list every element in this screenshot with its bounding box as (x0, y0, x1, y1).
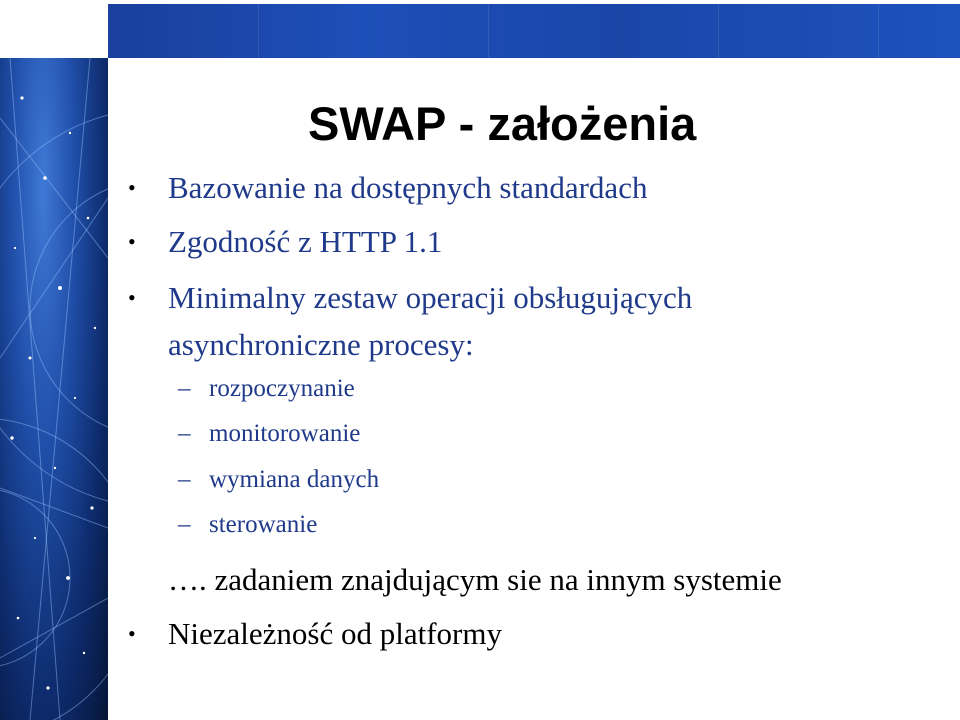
band-divider (488, 4, 489, 58)
dash-mark: – (178, 375, 191, 402)
star-map-decoration (0, 58, 108, 720)
star-chart-graphic (0, 58, 108, 720)
bullet-text: asynchroniczne procesy: (168, 327, 474, 362)
band-divider (718, 4, 719, 58)
dash-mark: – (178, 511, 191, 538)
bullet-item (128, 616, 502, 652)
bullet-dot: • (128, 174, 136, 200)
bullet-dot: • (128, 228, 136, 254)
sub-item (178, 511, 317, 539)
dash-mark: – (178, 420, 191, 447)
sub-item-text: monitorowanie (209, 420, 361, 447)
bullet-item (128, 224, 442, 260)
band-divider (878, 4, 879, 58)
band-divider (258, 4, 259, 58)
bullet-text: Minimalny zestaw operacji obsługujących (168, 280, 693, 315)
bullet-text: Zgodność z HTTP 1.1 (168, 224, 443, 259)
sub-item-text: sterowanie (209, 511, 318, 538)
slide-title: SWAP - założenia (308, 97, 697, 150)
bullet-item (128, 280, 692, 316)
top-blue-band (108, 4, 960, 58)
sub-item-text: wymiana danych (209, 466, 380, 493)
bullet-dot: • (128, 620, 136, 646)
sub-item-text: rozpoczynanie (209, 375, 355, 402)
sub-item (178, 466, 379, 494)
bullet-dot: • (128, 284, 136, 310)
continuation-line: …. zadaniem znajdującym sie na innym systemie (168, 562, 782, 597)
sub-item (178, 420, 360, 448)
bullet-continuation (168, 327, 474, 363)
bullet-text: Bazowanie na dostępnych standardach (168, 170, 648, 205)
dash-mark: – (178, 466, 191, 493)
sub-item (178, 375, 355, 403)
bullet-item (128, 170, 647, 206)
bullet-text: Niezależność od platformy (168, 616, 502, 651)
